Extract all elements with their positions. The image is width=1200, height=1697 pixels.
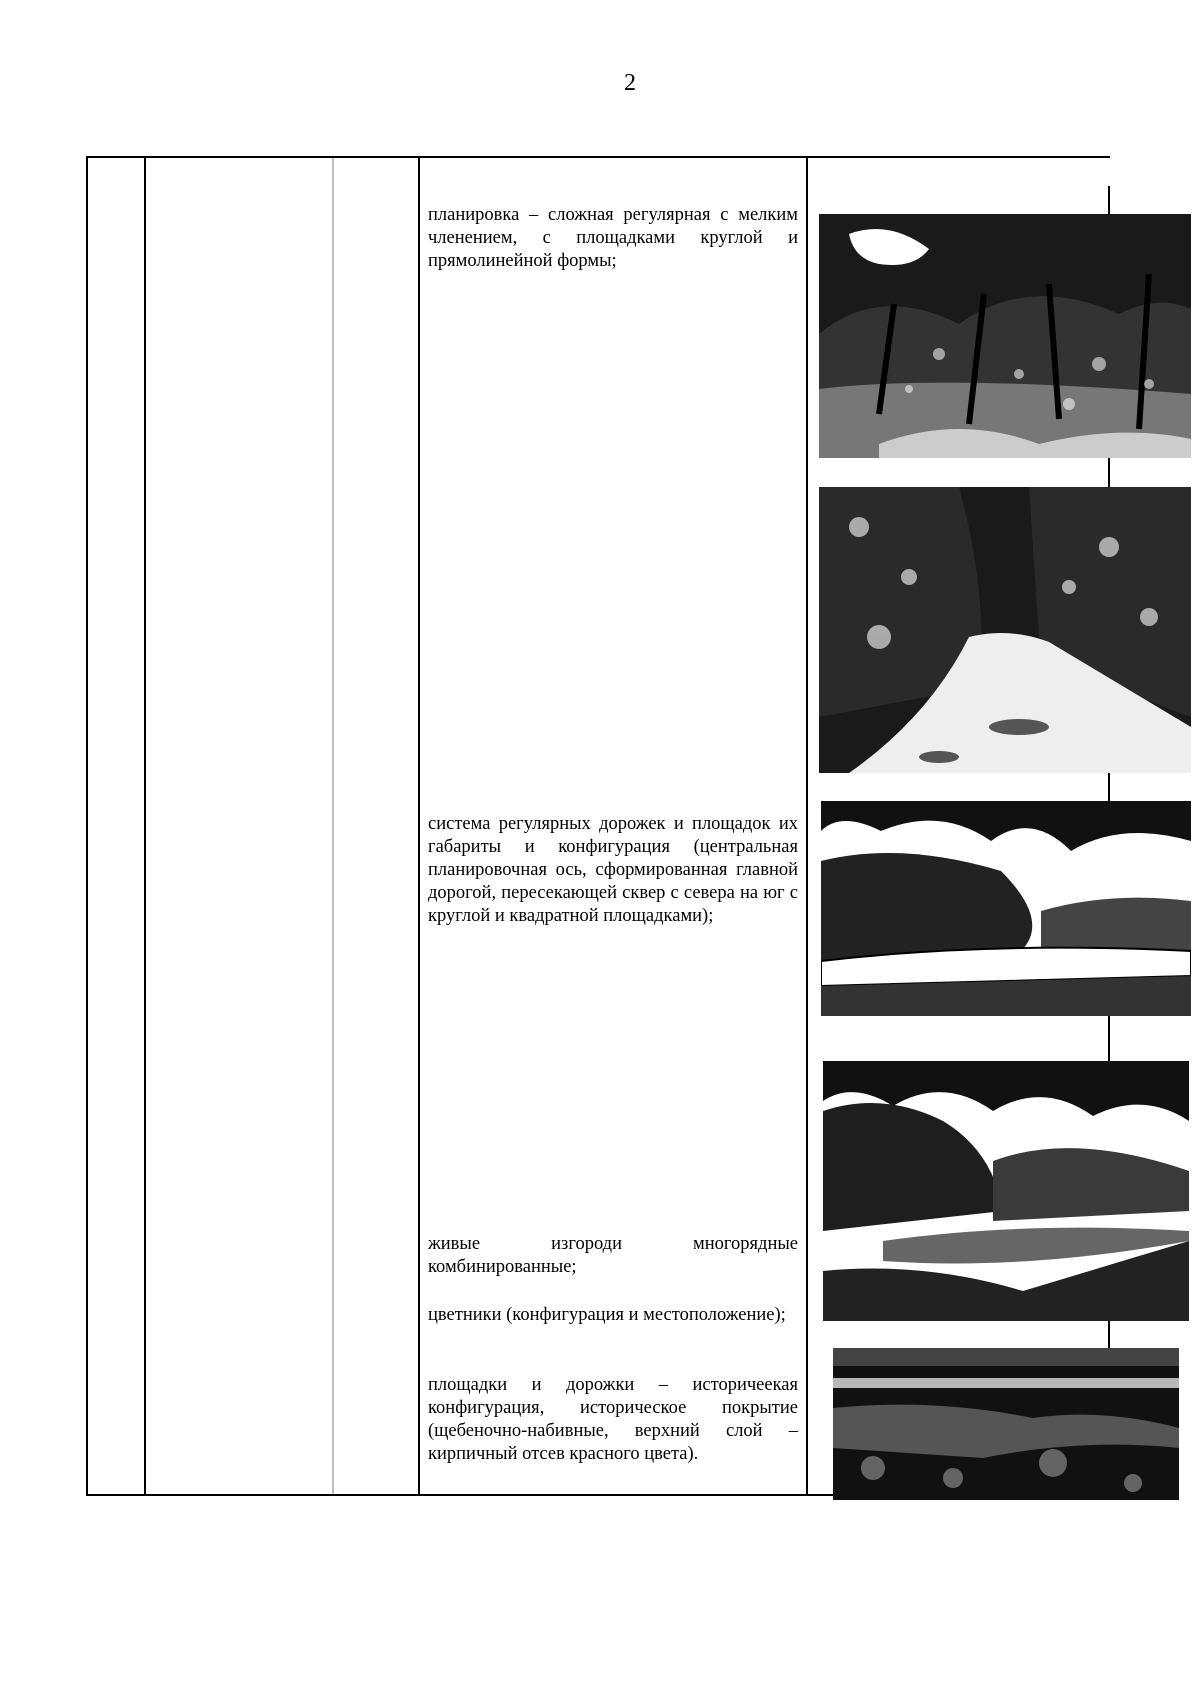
feature-text-hedges: живые изгороди многорядные комбинированные;	[428, 1234, 798, 1277]
feature-text-layout: планировка – сложная регулярная с мелким членением, с площадками круглой и прямолинейной формы;	[428, 205, 798, 271]
column-divider-3	[418, 156, 420, 1496]
feature-text-surfaces: площадки и дорожки – историчеекая конфигурация, историческое покрытие (щебеночно-набивные, верхний слой – кирпичный отсев красного цвета).	[428, 1375, 798, 1464]
table-left-border	[86, 156, 88, 1496]
photo-tree-alley	[819, 214, 1191, 458]
page-number: 2	[624, 70, 636, 96]
feature-text-paths: система регулярных дорожек и площадок их габариты и конфигурация (центральная планировочная ось, сформированная главной дорогой, пересекающей сквер с севера на юг с круглой и квадратной площадками);	[428, 814, 798, 926]
photo-park-lawn-with-hedges	[823, 1061, 1189, 1321]
photo-hedge-foreground	[833, 1348, 1179, 1500]
feature-text-flowerbeds: цветники (конфигурация и местоположение);	[428, 1305, 786, 1325]
column-divider-1	[144, 156, 146, 1496]
photo-path-between-shrubs	[819, 487, 1191, 773]
column-divider-4	[806, 156, 808, 1496]
heritage-table	[86, 156, 1110, 1496]
column-divider-2	[332, 156, 334, 1496]
table-top-border	[86, 156, 1110, 158]
photo-trees-and-lawn	[821, 801, 1191, 1016]
